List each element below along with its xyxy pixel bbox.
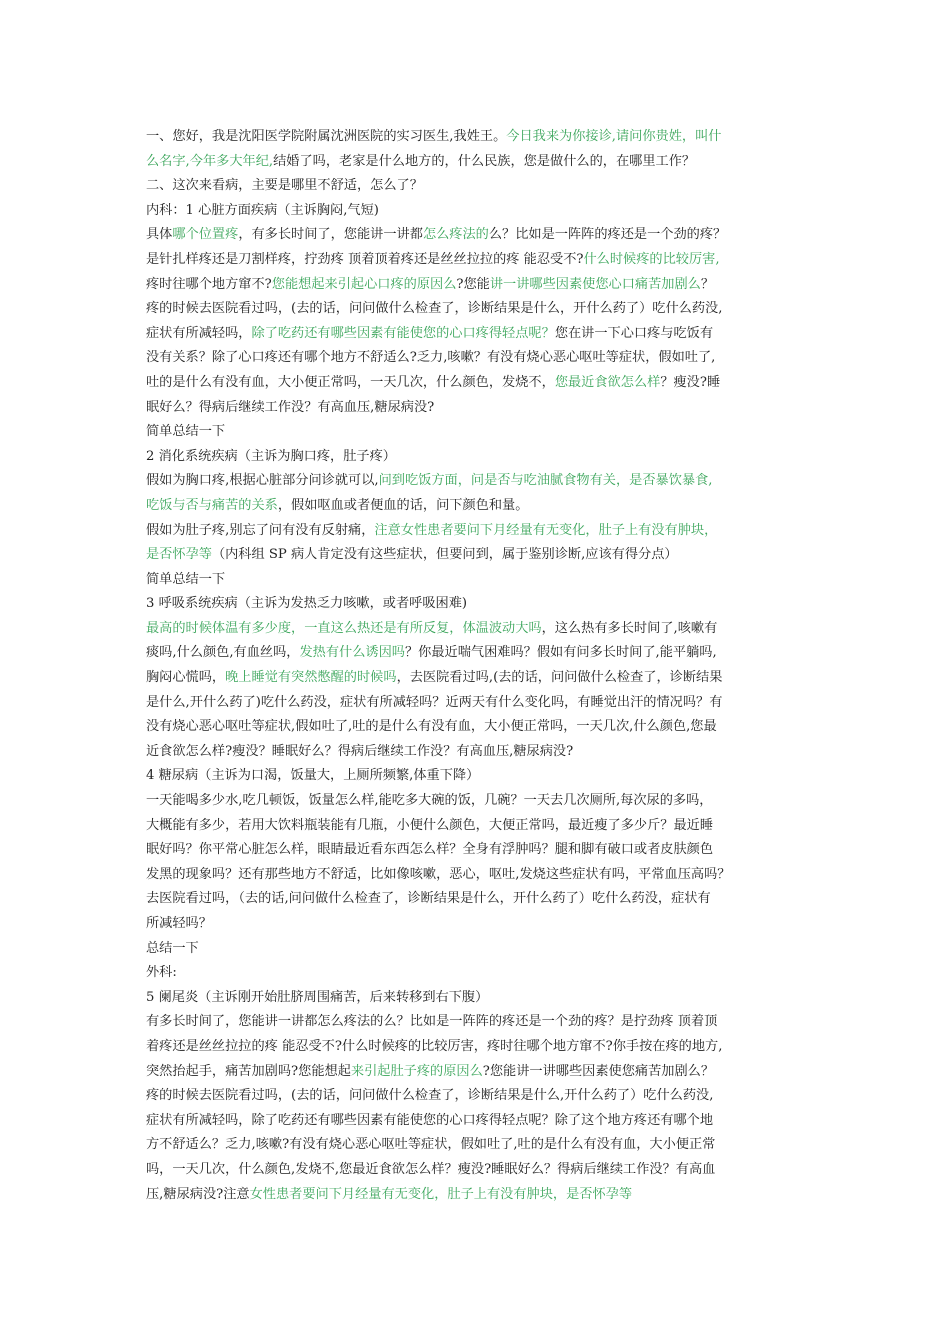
text-segment: ，去医院看过吗,(去的话，问问做什么检查了，诊断结果 [396, 670, 723, 686]
text-line [146, 174, 814, 199]
text-line [146, 1060, 814, 1085]
text-line [146, 297, 814, 322]
text-line [146, 420, 814, 445]
text-segment: ，假如呕血或者便血的话，问下颜色和量。 [277, 497, 529, 513]
text-segment: 突然抬起手，痛苦加剧吗?您能想起 [146, 1063, 351, 1079]
text-segment: ？你最近喘气困难吗？假如有问多长时间了,能平躺吗, [404, 645, 717, 661]
text-line [146, 248, 814, 273]
highlighted-phrase: 今日我来为你接诊,请问你贵姓，叫什 [506, 129, 722, 144]
text-segment: 疼时往哪个地方窜不? [146, 276, 272, 292]
highlighted-phrase: 什么时候疼的比较厉害, [583, 251, 720, 267]
text-segment: 症状有所减轻吗，除了吃药还有哪些因素有能使您的心口疼得轻点呢？除了这个地方疼还有哪个地 [146, 1112, 714, 1128]
text-segment: 没有关系？除了心口疼还有哪个地方不舒适么?乏力,咳嗽？有没有烧心恶心呕吐等症状，假如吐了, [146, 350, 716, 366]
text-segment: 简单总结一下 [146, 424, 226, 440]
text-segment: 近食欲怎么样?瘦没？睡眠好么？得病后继续工作没？有高血压,糖尿病没? [146, 743, 574, 759]
highlighted-phrase: 来引起肚子疼的原因么 [350, 1063, 483, 1079]
text-segment: 有多长时间了，您能讲一讲都怎么疼法的么？比如是一阵阵的疼还是一个劲的疼？是拧劲疼 顶着顶 [146, 1014, 718, 1030]
text-line [146, 961, 814, 986]
text-line [146, 912, 814, 937]
highlighted-phrase: 吃饭与否与痛苦的关系 [146, 497, 278, 513]
text-line [146, 715, 814, 740]
text-segment: 吗，一天几次，什么颜色,发烧不,您最近食欲怎么样？瘦没?睡眠好么？得病后继续工作没？有高血 [146, 1161, 716, 1177]
text-line [146, 814, 814, 839]
text-line [146, 617, 814, 642]
text-segment: 具体 [146, 227, 173, 243]
text-segment: 结婚了吗，老家是什么地方的，什么民族，您是做什么的，在哪里工作？ [273, 153, 696, 169]
text-line [146, 223, 814, 248]
text-segment: 发黑的现象吗？还有那些地方不舒适，比如像咳嗽，恶心，呕吐,发烧这些症状有吗，平常血压高吗？ [146, 866, 731, 882]
text-line [146, 641, 814, 666]
text-segment: ？瘦没?睡 [660, 374, 721, 390]
text-segment: （内科组 SP 病人肯定没有这些症状，但要问到，属于鉴别诊断,应该有得分点） [211, 547, 678, 563]
highlighted-phrase: 最高的时候体温有多少度，一直这么热还是有所反复，体温波动大吗 [146, 620, 542, 636]
text-segment: 简单总结一下 [146, 571, 226, 587]
text-segment: 大概能有多少，若用大饮料瓶装能有几瓶，小便什么颜色，大便正常吗，最近瘦了多少斤？最近睡 [146, 817, 714, 833]
text-line [146, 396, 814, 421]
text-line [146, 592, 814, 617]
interview-script-text [146, 125, 814, 1207]
text-segment: ?您能 [456, 276, 490, 292]
text-segment: ？ [700, 276, 715, 292]
text-segment: 没有烧心恶心呕吐等症状,假如吐了,吐的是什么有没有血，大小便正常吗，一天几次,什么颜色,您最 [146, 719, 717, 735]
text-segment: 2 消化系统疾病（主诉为胸口疼，肚子疼） [146, 448, 396, 464]
text-line [146, 568, 814, 593]
text-line [146, 273, 814, 298]
text-segment: 胸闷心慌吗， [146, 670, 226, 686]
highlighted-phrase: 怎么疼法的 [422, 227, 489, 243]
text-segment: 疼的时候去医院看过吗，(去的话，问问做什么检查了，诊断结果是什么，开什么药了）吃什么药没, [146, 301, 723, 317]
text-segment: 您在讲一下心口疼与吃饭有 [554, 325, 714, 341]
text-line [146, 666, 814, 691]
text-line [146, 691, 814, 716]
text-line [146, 838, 814, 863]
text-segment: 眠好么？得病后继续工作没？有高血压,糖尿病没? [146, 399, 435, 415]
highlighted-phrase: 注意女性患者要问下月经量有无变化，肚子上有没有肿块， [374, 522, 718, 538]
text-segment: 一天能喝多少水,吃几顿饭，饭量怎么样,能吃多大碗的饭，几碗？一天去几次厕所,每次尿的多吗， [146, 793, 713, 809]
highlighted-phrase: 您能想起来引起心口疼的原因么 [271, 276, 457, 292]
highlighted-phrase: 女性患者要问下月经量有无变化，肚子上有没有肿块，是否怀孕等 [249, 1186, 633, 1202]
highlighted-phrase: 么名字,今年多大年纪, [146, 153, 274, 169]
text-line [146, 543, 814, 568]
text-segment: 3 呼吸系统疾病（主诉为发热乏力咳嗽，或者呼吸困难) [146, 596, 468, 612]
highlighted-phrase: 讲一讲哪些因素使您心口痛苦加剧么 [489, 276, 701, 292]
text-line [146, 887, 814, 912]
text-line [146, 1109, 814, 1134]
text-segment: 吐的是什么有没有血，大小便正常吗，一天几次，什么颜色，发烧不， [146, 374, 555, 390]
text-segment: ?您能讲一讲哪些因素使您痛苦加剧么？ [482, 1063, 715, 1079]
text-line [146, 863, 814, 888]
highlighted-phrase: 晚上睡觉有突然憋醒的时候吗 [225, 670, 397, 686]
text-segment: 5 阑尾炎（主诉刚开始肚脐周围痛苦，后来转移到右下腹） [146, 989, 489, 1005]
text-line [146, 346, 814, 371]
text-segment: 假如为肚子疼,别忘了问有没有反射痛， [146, 522, 375, 538]
text-segment: 总结一下 [146, 940, 199, 956]
text-line [146, 322, 814, 347]
text-line [146, 125, 814, 150]
text-line [146, 199, 814, 224]
highlighted-phrase: 是否怀孕等 [146, 547, 212, 563]
text-segment: 疼的时候去医院看过吗，(去的话，问问做什么检查了，诊断结果是什么,开什么药了）吃什么药没, [146, 1088, 714, 1104]
highlighted-phrase: 哪个位置疼 [172, 227, 239, 243]
text-segment: 外科: [146, 965, 177, 981]
text-line [146, 764, 814, 789]
highlighted-phrase: 发热有什么诱因吗 [299, 645, 405, 661]
text-segment: 二、这次来看病，主要是哪里不舒适，怎么了？ [146, 178, 423, 194]
text-line [146, 150, 814, 175]
text-line [146, 469, 814, 494]
text-segment: 一、您好，我是沈阳医学院附属沈洲医院的实习医生,我姓王。 [146, 129, 507, 144]
text-line [146, 937, 814, 962]
text-segment: ，这么热有多长时间了,咳嗽有 [541, 620, 718, 636]
text-segment: 所减轻吗？ [146, 916, 212, 931]
text-segment: 眠好吗？你平常心脏怎么样，眼睛最近看东西怎么样？全身有浮肿吗？腿和脚有破口或者皮肤颜色 [146, 842, 714, 858]
text-line [146, 1133, 814, 1158]
text-segment: 么？比如是一阵阵的疼还是一个劲的疼？ [488, 227, 727, 243]
text-segment: 痰吗,什么颜色,有血丝吗， [146, 645, 300, 661]
text-segment: 去医院看过吗，（去的话,问问做什么检查了，诊断结果是什么，开什么药了）吃什么药没，症状有 [146, 891, 711, 907]
text-line [146, 371, 814, 396]
text-segment: 方不舒适么？乏力,咳嗽?有没有烧心恶心呕吐等症状，假如吐了,吐的是什么有没有血，大小便正常 [146, 1137, 716, 1153]
highlighted-phrase: 除了吃药还有哪些因素有能使您的心口疼得轻点呢？ [251, 325, 555, 341]
text-line [146, 1158, 814, 1183]
text-segment: 着疼还是丝丝拉拉的疼 能忍受不?什么时候疼的比较厉害，疼时往哪个地方窜不?你手按在疼的地方, [146, 1038, 723, 1054]
text-segment: 是针扎样疼还是刀割样疼，拧劲疼 顶着顶着疼还是丝丝拉拉的疼 能忍受不? [146, 251, 584, 267]
text-segment: 4 糖尿病（主诉为口渴，饭量大，上厕所频繁,体重下降） [146, 768, 480, 784]
text-segment: 症状有所减轻吗， [146, 325, 252, 341]
text-line [146, 1010, 814, 1035]
text-line [146, 740, 814, 765]
text-segment: 内科：1 心脏方面疾病（主诉胸闷,气短) [146, 202, 379, 218]
text-line [146, 1183, 814, 1208]
text-line [146, 1035, 814, 1060]
text-line [146, 519, 814, 544]
text-line [146, 1084, 814, 1109]
highlighted-phrase: 问到吃饭方面，问是否与吃油腻食物有关，是否暴饮暴食, [378, 473, 713, 489]
highlighted-phrase: 您最近食欲怎么样 [554, 374, 661, 390]
text-segment: 假如为胸口疼,根据心脏部分问诊就可以, [146, 473, 379, 489]
text-segment: 压,糖尿病没?注意 [146, 1186, 250, 1202]
text-line [146, 494, 814, 519]
text-segment: ，有多长时间了，您能讲一讲都 [238, 227, 423, 243]
text-line [146, 445, 814, 470]
text-segment: 是什么,开什么药了)吃什么药没，症状有所减轻吗？近两天有什么变化吗，有睡觉出汗的情况吗？有 [146, 694, 723, 710]
text-line [146, 986, 814, 1011]
text-line [146, 789, 814, 814]
